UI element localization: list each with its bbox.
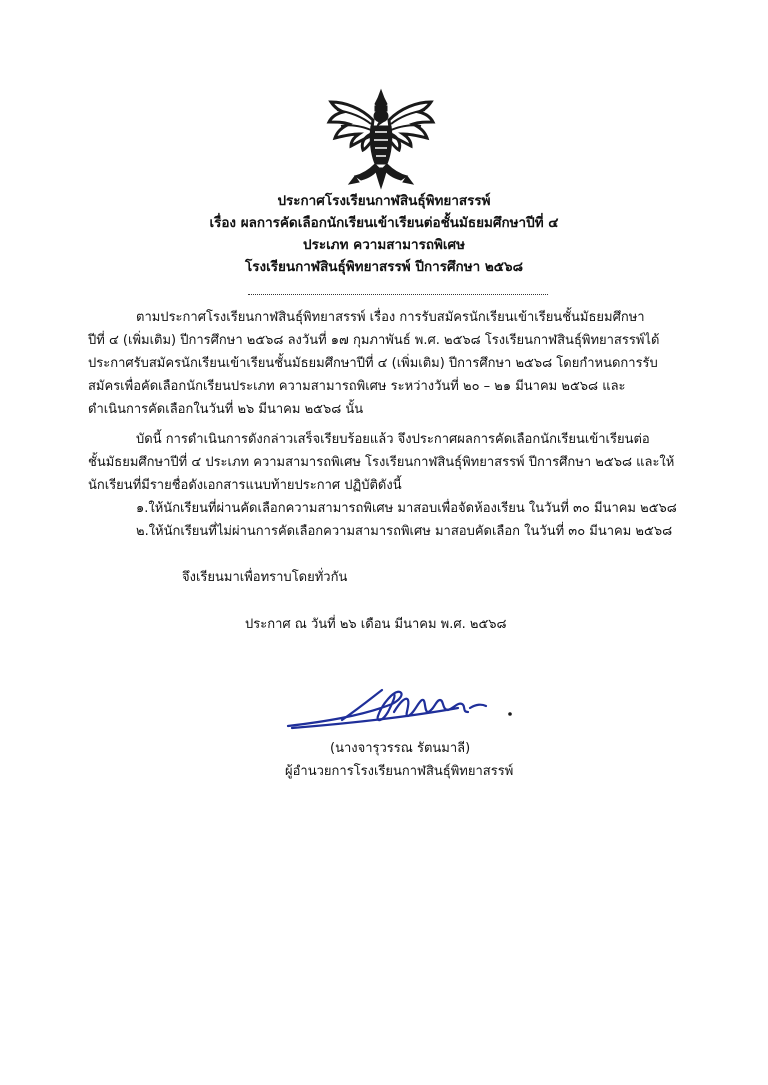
heading-school-year: โรงเรียนกาฬสินธุ์พิทยาสรรพ์ ปีการศึกษา ๒๕๖๘ — [244, 259, 523, 275]
paragraph-line: ดำเนินการคัดเลือกในวันที่ ๒๖ มีนาคม ๒๕๖๘ นั้น — [88, 402, 364, 417]
announcement-date: ประกาศ ณ วันที่ ๒๖ เดือน มีนาคม พ.ศ. ๒๕๖๘ — [245, 617, 507, 632]
signer-name: (นางจารุวรรณ รัตนมาลี) — [330, 741, 471, 756]
heading-subject: เรื่อง ผลการคัดเลือกนักเรียนเข้าเรียนต่อชั้นมัธยมศึกษาปีที่ ๔ — [209, 215, 559, 231]
paragraph-line: ชั้นมัธยมศึกษาปีที่ ๔ ประเภท ความสามารถพิเศษ โรงเรียนกาฬสินธุ์พิทยาสรรพ์ ปีการศึกษา ๒๕๖๘ และให้ — [88, 455, 675, 470]
closing-line: จึงเรียนมาเพื่อทราบโดยทั่วกัน — [182, 570, 348, 585]
heading-issuer: ประกาศโรงเรียนกาฬสินธุ์พิทยาสรรพ์ — [277, 193, 491, 209]
dotted-divider — [248, 294, 548, 295]
instruction-item-1: ๑.ให้นักเรียนที่ผ่านคัดเลือกความสามารถพิเศษ มาสอบเพื่อจัดห้องเรียน ในวันที่ ๓๐ มีนาคม ๒๕๖๘ — [136, 501, 677, 516]
handwritten-signature — [282, 682, 522, 734]
paragraph-line: ประกาศรับสมัครนักเรียนเข้าเรียนชั้นมัธยมศึกษาปีที่ ๔ (เพิ่มเติม) ปีการศึกษา ๒๕๖๘ โดยกำหนดการรับ — [88, 356, 658, 371]
garuda-emblem-icon — [325, 88, 437, 190]
paragraph-line: ตามประกาศโรงเรียนกาฬสินธุ์พิทยาสรรพ์ เรื่อง การรับสมัครนักเรียนเข้าเรียนชั้นมัธยมศึกษา — [136, 310, 645, 325]
paragraph-line: สมัครเพื่อคัดเลือกนักเรียนประเภท ความสามารถพิเศษ ระหว่างวันที่ ๒๐ – ๒๑ มีนาคม ๒๕๖๘ และ — [88, 379, 626, 394]
paragraph-line: ปีที่ ๔ (เพิ่มเติม) ปีการศึกษา ๒๕๖๘ ลงวันที่ ๑๗ กุมภาพันธ์ พ.ศ. ๒๕๖๘ โรงเรียนกาฬสินธุ์พิทยาสรรพ์ได้ — [88, 333, 660, 348]
paragraph-background — [88, 306, 688, 421]
paragraph-result — [88, 428, 688, 497]
instruction-item-2: ๒.ให้นักเรียนที่ไม่ผ่านการคัดเลือกความสามารถพิเศษ มาสอบคัดเลือก ในวันที่ ๓๐ มีนาคม ๒๕๖๘ — [136, 524, 673, 539]
announcement-heading — [0, 190, 768, 278]
heading-category: ประเภท ความสามารถพิเศษ — [303, 237, 465, 253]
paragraph-line: นักเรียนที่มีรายชื่อดังเอกสารแนบท้ายประกาศ ปฏิบัติดังนี้ — [88, 478, 402, 493]
paragraph-line: บัดนี้ การดำเนินการดังกล่าวเสร็จเรียบร้อยแล้ว จึงประกาศผลการคัดเลือกนักเรียนเข้าเรียนต่อ — [136, 432, 650, 447]
signer-title: ผู้อำนวยการโรงเรียนกาฬสินธุ์พิทยาสรรพ์ — [285, 764, 514, 779]
